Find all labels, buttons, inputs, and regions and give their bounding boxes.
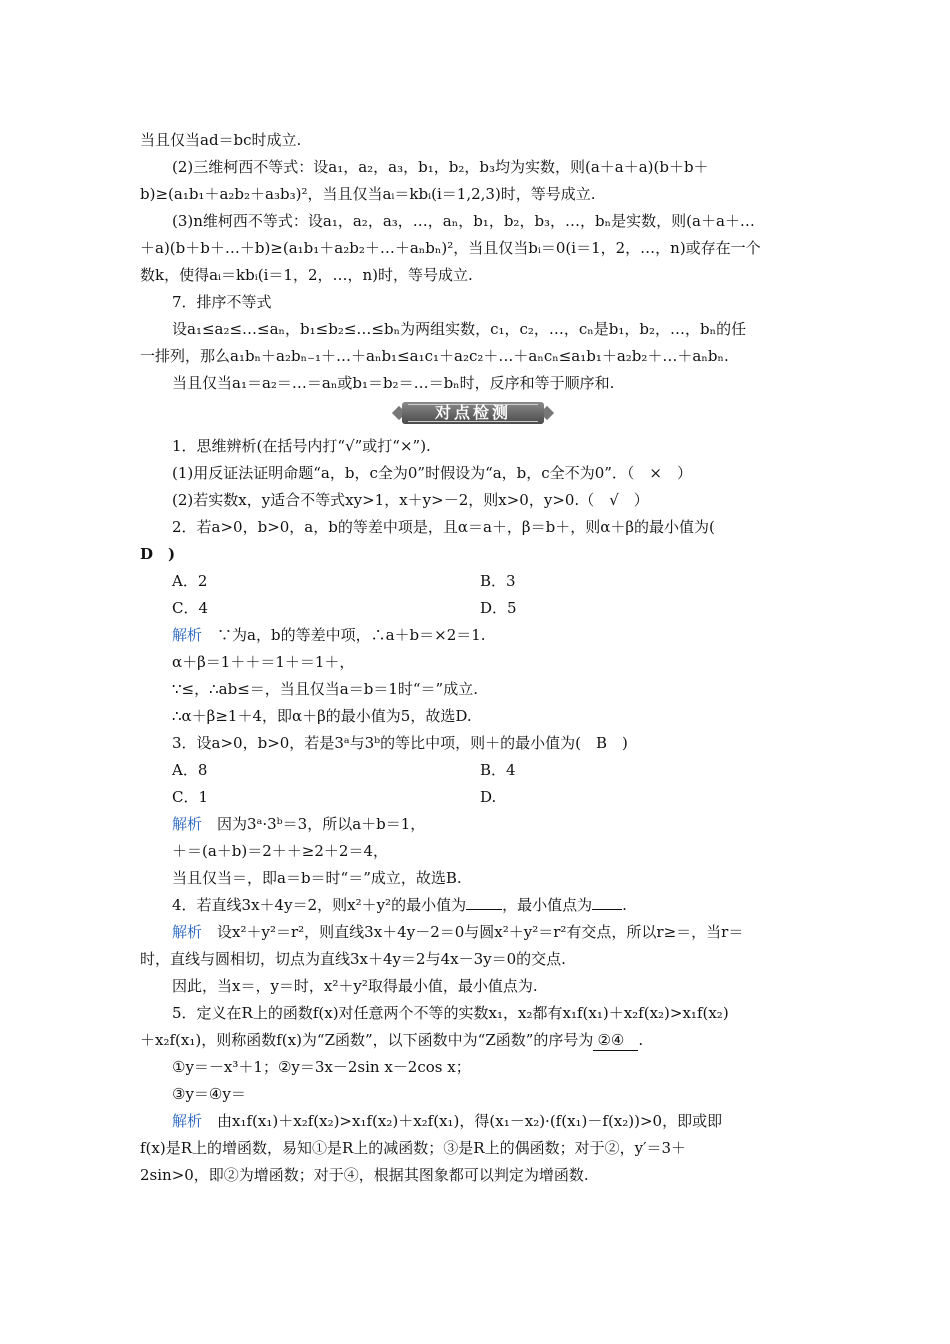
question-5-stem [140, 1030, 643, 1051]
solution-line [172, 625, 486, 645]
question-1-stem: 1．思维辨析(在括号内打“√”或打“×”). [172, 437, 431, 455]
text-line: 设a₁≤a₂≤…≤aₙ，b₁≤b₂≤…≤bₙ为两组实数，c₁，c₂，…，cₙ是b₁，b₂，…，bₙ的任 [172, 320, 747, 338]
question-1-part-2: (2)若实数x，y适合不等式xy>1，x＋y>－2，则x>0，y>0.（ √ ） [172, 491, 649, 509]
text-line: 当且仅当a₁＝a₂＝…＝aₙ或b₁＝b₂＝…＝bₙ时，反序和等于顺序和. [172, 374, 615, 392]
solution-line [172, 814, 425, 834]
option-a: A．8 [172, 761, 208, 779]
solution-text: 由x₁f(x₁)＋x₂f(x₂)>x₁f(x₂)＋x₂f(x₁)，得(x₁－x₂)·(f(x₁)－f(x₂))>0，即或即 [217, 1112, 723, 1130]
stem-text: . [638, 1031, 644, 1049]
solution-label: 解析 [172, 1112, 203, 1130]
solution-line: 2sin>0，即②为增函数；对于④，根据其图象都可以判定为增函数. [140, 1166, 589, 1184]
stem-text: . [622, 896, 627, 914]
option-d: D．5 [480, 599, 517, 617]
solution-line: 时，直线与圆相切，切点为直线3x＋4y＝2与4x－3y＝0的交点. [140, 950, 566, 968]
solution-line: ＋＝(a＋b)＝2＋＋≥2＋2＝4， [172, 842, 388, 860]
text-line: (3)n维柯西不等式：设a₁，a₂，a₃，…，aₙ，b₁，b₂，b₃，…，bₙ是实数，则(a＋a＋… [172, 212, 755, 230]
banner-title: 对点检测 [434, 403, 511, 422]
option-b: B．3 [480, 572, 516, 590]
option-c: C．1 [172, 788, 209, 806]
question-3-stem: 3．设a>0，b>0，若是3ᵃ与3ᵇ的等比中项，则＋的最小值为( B ) [172, 734, 628, 752]
answer-blank: ②④ [593, 1030, 638, 1051]
option-a: A．2 [172, 572, 208, 590]
text-line: 一排列，那么a₁bₙ＋a₂bₙ₋₁＋…＋aₙb₁≤a₁c₁＋a₂c₂＋…＋aₙcₙ≤a₁b₁＋a₂b₂＋…＋aₙbₙ. [140, 347, 729, 365]
section-heading: 7．排序不等式 [172, 293, 272, 311]
text-line: 当且仅当ad＝bc时成立. [140, 131, 302, 149]
option-d: D. [480, 788, 497, 806]
solution-line: 因此，当x＝，y＝时，x²＋y²取得最小值，最小值点为. [172, 977, 538, 995]
solution-label: 解析 [172, 923, 203, 941]
question-5-options: ③y＝④y＝ [172, 1085, 246, 1103]
answer-blank [466, 909, 502, 910]
stem-text: ＋x₂f(x₁)，则称函数f(x)为“Z函数”，以下函数中为“Z函数”的序号为 [140, 1031, 594, 1049]
solution-label: 解析 [172, 815, 203, 833]
solution-line: ∵≤，∴ab≤＝，当且仅当a＝b＝1时“＝”成立. [172, 680, 478, 698]
text-line: b)≥(a₁b₁＋a₂b₂＋a₃b₃)²，当且仅当aᵢ＝kbᵢ(i＝1,2,3)时，等号成立. [140, 185, 596, 203]
question-2-answer: D ) [140, 545, 176, 563]
answer-blank [592, 909, 622, 910]
solution-line [172, 922, 743, 942]
question-1-part-1: (1)用反证法证明命题“a，b，c全为0”时假设为“a，b，c全不为0”．（ × ） [172, 464, 692, 482]
section-banner [402, 398, 544, 428]
question-2-stem: 2．若a>0，b>0，a，b的等差中项是，且α＝a＋，β＝b＋，则α＋β的最小值为( [172, 518, 715, 536]
solution-line: ∴α＋β≥1＋4，即α＋β的最小值为5，故选D. [172, 707, 472, 725]
question-4-stem [172, 895, 627, 915]
solution-line: α＋β＝1＋＋＝1＋＝1＋， [172, 653, 355, 671]
stem-text: 4．若直线3x＋4y＝2，则x²＋y²的最小值为 [172, 896, 467, 914]
text-line: ＋a)(b＋b＋…＋b)≥(a₁b₁＋a₂b₂＋…＋aₙbₙ)²，当且仅当bᵢ＝0(i＝1，2，…，n)或存在一个 [140, 239, 761, 257]
solution-line [172, 1111, 722, 1131]
solution-line: f(x)是R上的增函数，易知①是R上的减函数；③是R上的偶函数；对于②，y′＝3＋ [140, 1139, 687, 1157]
solution-text: 因为3ᵃ·3ᵇ＝3，所以a＋b＝1， [217, 815, 426, 833]
text-line: 数k，使得aᵢ＝kbᵢ(i＝1，2，…，n)时，等号成立. [140, 266, 473, 284]
option-b: B．4 [480, 761, 516, 779]
solution-label: 解析 [172, 626, 203, 644]
question-5-options: ①y＝－x³＋1；②y＝3x－2sin x－2cos x； [172, 1058, 471, 1076]
text-line: (2)三维柯西不等式：设a₁，a₂，a₃，b₁，b₂，b₃均为实数，则(a＋a＋a)(b＋b＋ [172, 158, 709, 176]
option-c: C．4 [172, 599, 209, 617]
solution-text: 设x²＋y²＝r²，则直线3x＋4y－2＝0与圆x²＋y²＝r²有交点，所以r≥＝，当r＝ [217, 923, 744, 941]
stem-text: ，最小值点为 [502, 896, 593, 914]
solution-line: 当且仅当＝，即a＝b＝时“＝”成立，故选B. [172, 869, 462, 887]
question-5-stem: 5．定义在R上的函数f(x)对任意两个不等的实数x₁，x₂都有x₁f(x₁)＋x₂f(x₂)>x₁f(x₂) [172, 1004, 729, 1022]
solution-text: ∵为a，b的等差中项，∴a＋b＝×2＝1. [217, 626, 486, 644]
